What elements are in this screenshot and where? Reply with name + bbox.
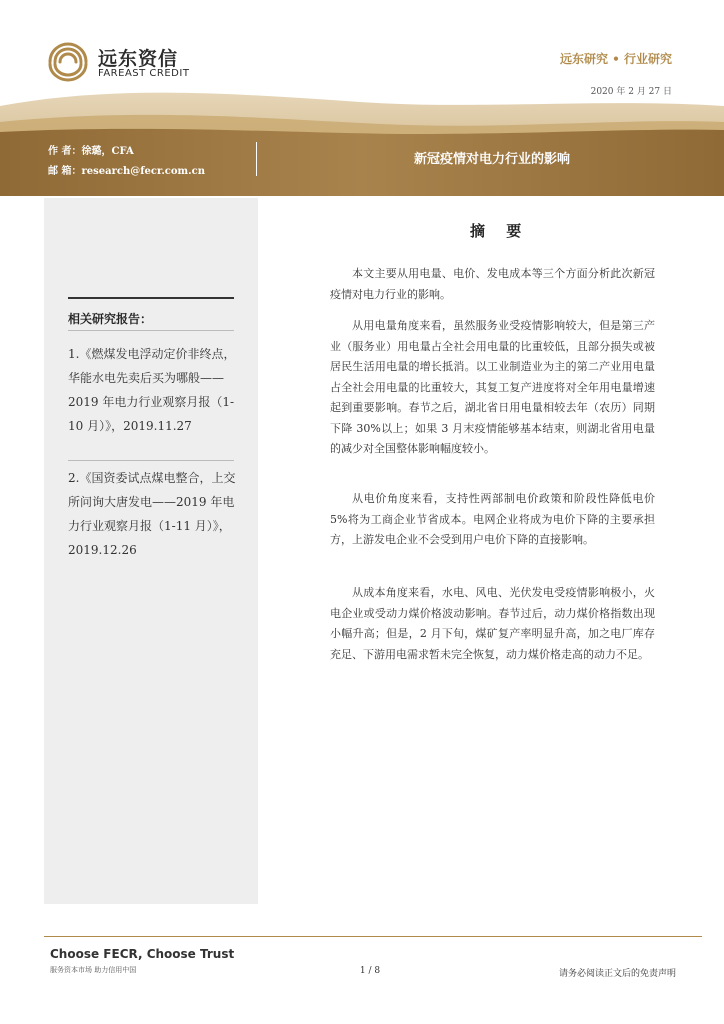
footer-rule — [44, 936, 702, 937]
report-title: 新冠疫情对电力行业的影响 — [413, 152, 570, 167]
footer-slogan: Choose FECR, Choose Trust — [50, 947, 235, 961]
banner-divider — [256, 142, 257, 176]
sidebar-rule — [68, 297, 234, 299]
abstract-paragraph: 本文主要从用电量、电价、发电成本等三个方面分析此次新冠疫情对电力行业的影响。 — [330, 267, 655, 301]
related-reports-sidebar — [44, 198, 258, 904]
sidebar-separator — [68, 460, 234, 461]
abstract-title: 摘 要 — [470, 222, 530, 240]
disclaimer-note: 请务必阅读正文后的免责声明 — [558, 969, 676, 979]
fareast-logo-icon — [44, 40, 92, 84]
email-line: 邮 箱：research@fecr.com.cn — [48, 166, 205, 177]
company-name-cn: 远东资信 — [98, 48, 179, 70]
company-logo — [44, 40, 204, 84]
related-report-item[interactable]: 2.《国资委试点煤电整合，上交所问询大唐发电——2019 年电力行业观察月报（1-11 月）》，2019.12.26 — [68, 471, 236, 557]
author-line: 作 者：徐璐，CFA — [48, 146, 134, 157]
related-reports-heading: 相关研究报告： — [68, 312, 153, 326]
report-date: 2020 年 2 月 27 日 — [590, 87, 672, 97]
page-number: 1 / 8 — [359, 966, 381, 976]
sidebar-separator — [68, 330, 234, 331]
report-series: 远东研究 • 行业研究 — [559, 52, 672, 66]
abstract-paragraph: 从电价角度来看，支持性两部制电价政策和阶段性降低电价 5%将为工商企业节省成本。电网企业将成为电价下降的主要承担方，上游发电企业不会受到用户电价下降的直接影响。 — [330, 492, 655, 546]
footer-slogan-cn: 服务资本市场 助力信用中国 — [50, 966, 137, 974]
abstract-paragraph: 从用电量角度来看，虽然服务业受疫情影响较大，但是第三产业（服务业）用电量占全社会用电量的比重较低，且部分损失或被居民生活用电量的增长抵消。以工业制造业为主的第二产业用电量占全社会用电量的比重较大，其复工复产进度将对全年用电量增速起到重要影响。春节之后，湖北省日用电量相较去年（农历）同期下降 30%以上；如果 3 月末疫情能够基本结束，则湖北省用电量的减少对全国整体影响幅度较小。 — [330, 319, 655, 455]
related-report-item[interactable]: 1.《燃煤发电浮动定价非终点，华能水电先卖后买为哪般——2019 年电力行业观察月报（1-10 月）》，2019.11.27 — [68, 347, 236, 433]
abstract-paragraph: 从成本角度来看，水电、风电、光伏发电受疫情影响极小，火电企业或受动力煤价格波动影响。春节过后，动力煤价格指数出现小幅升高；但是，2 月下旬，煤矿复产率明显升高，加之电厂库存充足、下游用电需求暂未完全恢复，动力煤价格走高的动力不足。 — [330, 586, 655, 661]
company-name-en: FAREAST CREDIT — [98, 68, 190, 79]
